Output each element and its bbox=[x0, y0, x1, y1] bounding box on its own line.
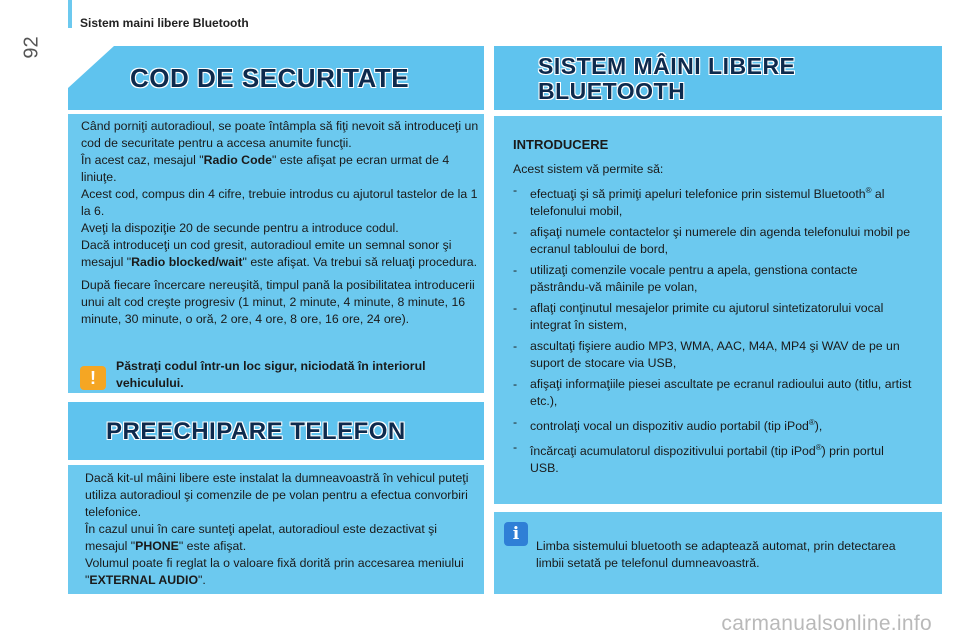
running-header: Sistem maini libere Bluetooth bbox=[80, 16, 249, 30]
phone-panel bbox=[68, 465, 484, 594]
feature-list-item: - încărcaţi acumulatorul dispozitivului portabil (tip iPod®) prin portul USB. bbox=[513, 439, 913, 477]
security-title: COD DE SECURITATE bbox=[130, 63, 410, 93]
bluetooth-info-panel bbox=[494, 512, 942, 594]
bluetooth-intro-panel bbox=[494, 116, 942, 504]
phone-title: PREECHIPARE TELEFON bbox=[106, 418, 406, 445]
bluetooth-title: SISTEM MÂINI LIBERE BLUETOOTH bbox=[538, 53, 796, 104]
page-number: 92 bbox=[20, 36, 43, 59]
feature-list-item: - aflaţi conţinutul mesajelor primite cu ajutorul sintetizatorului vocal integrat în sistem, bbox=[513, 300, 913, 334]
warning-icon: ! bbox=[80, 366, 106, 390]
feature-list-item: - utilizaţi comenzile vocale pentru a apela, genstiona contacte păstrându-vă mâinile pe volan, bbox=[513, 262, 913, 296]
feature-list-item: - controlaţi vocal un dispozitiv audio portabil (tip iPod®), bbox=[513, 414, 913, 435]
feature-list-item: - afişaţi informaţiile piesei ascultate pe ecranul radioului auto (titlu, artist etc.), bbox=[513, 376, 913, 410]
feature-list bbox=[513, 182, 913, 481]
security-timing-paragraph: După fiecare încercare nereuşită, timpul pană la posibilitatea introducerii unui alt cod creşte progresiv (1 minut, 2 minute, 4 minute, 8 minute, 16 minute, 30 minute, o oră, 2 ore, 4 ore, 8 ore, 16 ore, 24 ore). bbox=[81, 278, 475, 326]
intro-heading: INTRODUCERE bbox=[513, 137, 609, 152]
info-text: Limba sistemului bluetooth se adaptează automat, prin detectarea limbii setată pe telefonul dumneavoastră. bbox=[536, 539, 896, 570]
watermark: carmanualsonline.info bbox=[721, 612, 932, 635]
feature-list-item: - afişaţi numele contactelor şi numerele din agenda telefonului mobil pe ecranul tabloului de bord, bbox=[513, 224, 913, 258]
feature-list-item: - ascultaţi fişiere audio MP3, WMA, AAC, M4A, MP4 şi WAV de pe un suport de stocare via USB, bbox=[513, 338, 913, 372]
security-panel bbox=[68, 114, 484, 393]
phone-paragraph: Dacă kit-ul mâini libere este instalat la dumneavoastră în vehicul puteţi utiliza autoradioul şi comenzile de pe volan pentru a efectua convorbiri telefonice. În cazul unui în care sunteţi apelat, autoradioul este dezactivat şi mesajul "PHONE" este afişat. Volumul poate fi reglat la o valoare fixă dorită prin accesarea meniului "EXTERNAL AUDIO". bbox=[85, 471, 469, 587]
security-paragraph: Când porniţi autoradioul, se poate întâmpla să fiţi nevoit să introduceţi un cod de securitate pentru a accesa anumite funcţii. În acest caz, mesajul "Radio Code" este afişat pe ecran urmat de 4 liniuţe. Acest cod, compus din 4 cifre, trebuie introdus cu ajutorul tastelor de la 1 la 6. Aveţi la dispoziţie 20 de secunde pentru a introduce codul. Dacă introduceţi un cod gresit, autoradioul emite un semnal sonor şi mesajul "Radio blocked/wait" este afişat. Va trebui să reluaţi procedura. bbox=[81, 119, 479, 269]
header-accent-bar bbox=[68, 0, 72, 28]
info-icon: i bbox=[504, 522, 528, 546]
intro-text: Acest sistem vă permite să: bbox=[513, 162, 664, 176]
feature-list-item: - efectuaţi şi să primiţi apeluri telefonice prin sistemul Bluetooth® al telefonului mobil, bbox=[513, 182, 913, 220]
security-warning-text: Păstraţi codul într-un loc sigur, niciodată în interiorul vehiculului. bbox=[116, 359, 426, 390]
